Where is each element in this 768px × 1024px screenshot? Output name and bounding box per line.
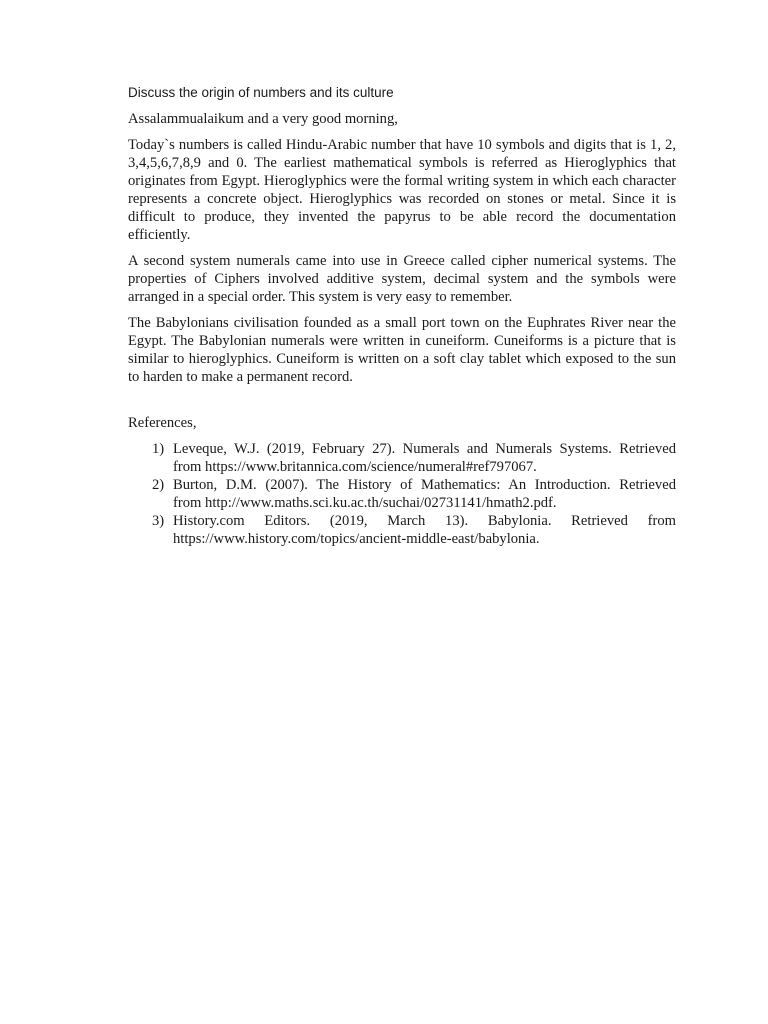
paragraph-greek-ciphers: A second system numerals came into use in Greece called cipher numerical systems. The properties of Ciphers involved additive system, decimal system and the symbols were arranged in a special order. This system is very easy to remember. — [128, 253, 676, 305]
reference-item — [128, 512, 676, 548]
reference-line: History.com Editors. (2019, March 13). Babylonia. Retrieved from — [173, 513, 676, 529]
document-page — [128, 84, 676, 548]
reference-link: from https://www.britannica.com/science/numeral#ref797067. — [173, 459, 537, 475]
reference-link: from http://www.maths.sci.ku.ac.th/suchai/02731141/hmath2.pdf. — [173, 495, 557, 511]
reference-link: https://www.history.com/topics/ancient-middle-east/babylonia. — [173, 531, 540, 547]
references-heading: References, — [128, 415, 197, 431]
paragraph-hindu-arabic: Today`s numbers is called Hindu-Arabic number that have 10 symbols and digits that is 1, 2, 3,4,5,6,7,8,9 and 0. The earliest mathematical symbols is referred as Hieroglyphics that originates from Egypt. Hieroglyphics were the formal writing system in which each character represents a concrete object. Hieroglyphics was recorded on stones or metal. Since it is difficult to produce, they invented the papyrus to be able record the documentation efficiently. — [128, 137, 676, 243]
reference-item — [128, 476, 676, 512]
reference-number: 2) — [152, 477, 165, 493]
paragraph-babylonians: The Babylonians civilisation founded as a small port town on the Euphrates River near the Egypt. The Babylonian numerals were written in cuneiform. Cuneiforms is a picture that is similar to hieroglyphics. Cuneiform is written on a soft clay tablet which exposed to the sun to harden to make a permanent record. — [128, 315, 676, 385]
reference-line: Leveque, W.J. (2019, February 27). Numerals and Numerals Systems. Retrieved — [173, 441, 676, 457]
greeting-text: Assalammualaikum and a very good morning, — [128, 111, 398, 127]
reference-number: 1) — [152, 441, 165, 457]
reference-line: Burton, D.M. (2007). The History of Mathematics: An Introduction. Retrieved — [173, 477, 676, 493]
reference-number: 3) — [152, 513, 165, 529]
references-list — [128, 440, 676, 548]
reference-item — [128, 440, 676, 476]
document-title: Discuss the origin of numbers and its culture — [128, 85, 394, 100]
